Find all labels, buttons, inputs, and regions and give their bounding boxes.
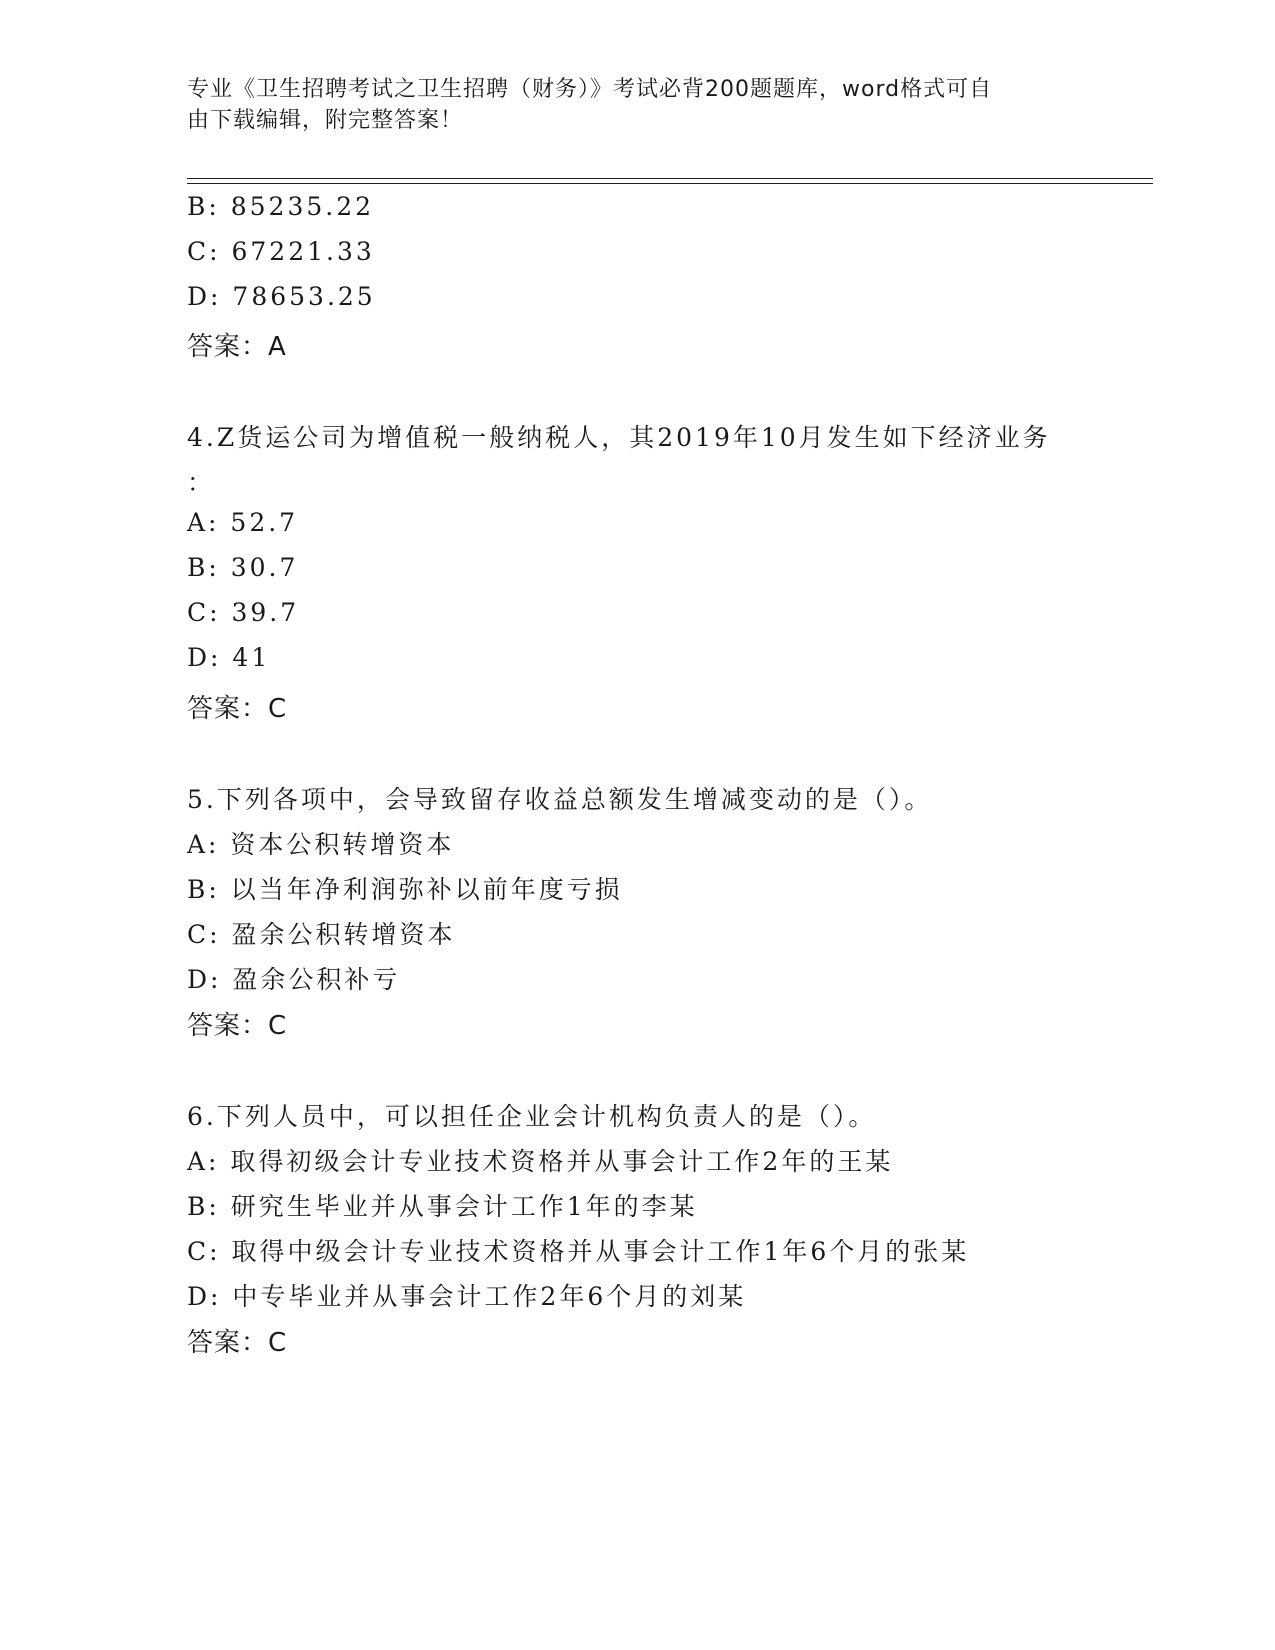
- q4-answer: 答案：C: [187, 694, 288, 724]
- q4-question: 4.Z货运公司为增值税一般纳税人，其2019年10月发生如下经济业务: [187, 423, 1051, 452]
- q4-option-b: B: 30.7: [187, 553, 299, 582]
- q4-question-continuation: ：: [187, 468, 216, 497]
- header-divider-top: [187, 178, 1153, 179]
- q4-option-c: C: 39.7: [187, 598, 300, 627]
- q3-option-d: D: 78653.25: [187, 282, 376, 311]
- document-header: [187, 74, 1067, 136]
- q3-option-c: C: 67221.33: [187, 237, 375, 266]
- q4-option-d: D: 41: [187, 643, 271, 672]
- q5-option-a: A: 资本公积转增资本: [187, 830, 455, 859]
- q5-question: 5.下列各项中，会导致留存收益总额发生增减变动的是（）。: [187, 785, 933, 814]
- q6-option-d: D: 中专毕业并从事会计工作2年6个月的刘某: [187, 1282, 747, 1311]
- q6-option-b: B: 研究生毕业并从事会计工作1年的李某: [187, 1192, 698, 1221]
- q6-answer: 答案：C: [187, 1328, 288, 1358]
- header-line-1: 专业《卫生招聘考试之卫生招聘（财务）》考试必背200题题库，word格式可自: [187, 77, 993, 102]
- q4-option-a: A: 52.7: [187, 508, 299, 537]
- q6-question: 6.下列人员中，可以担任企业会计机构负责人的是（）。: [187, 1102, 877, 1131]
- q5-option-c: C: 盈余公积转增资本: [187, 920, 456, 949]
- q3-option-b: B: 85235.22: [187, 192, 375, 221]
- q5-option-b: B: 以当年净利润弥补以前年度亏损: [187, 875, 623, 904]
- header-line-2: 由下载编辑，附完整答案！: [187, 108, 464, 133]
- q5-answer: 答案：C: [187, 1011, 288, 1041]
- header-divider-bottom: [187, 183, 1153, 184]
- q5-option-d: D: 盈余公积补亏: [187, 965, 401, 994]
- q6-option-c: C: 取得中级会计专业技术资格并从事会计工作1年6个月的张某: [187, 1237, 970, 1266]
- q3-answer: 答案：A: [187, 332, 287, 362]
- q6-option-a: A: 取得初级会计专业技术资格并从事会计工作2年的王某: [187, 1147, 894, 1176]
